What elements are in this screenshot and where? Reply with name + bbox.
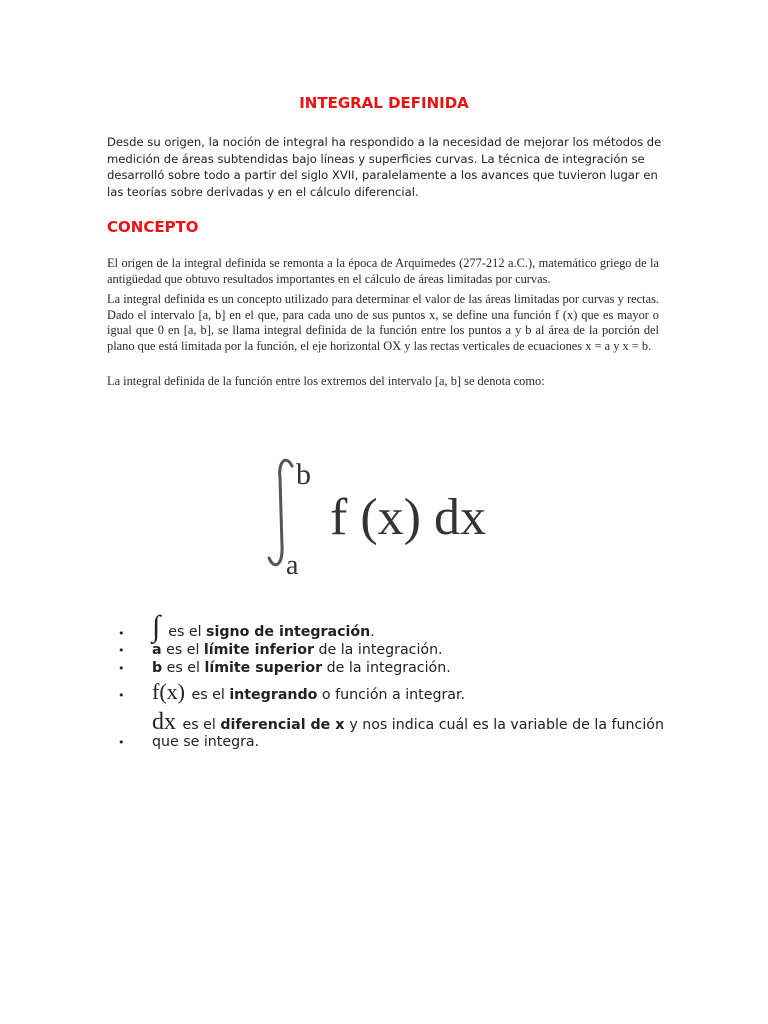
integrand-expression: f (x) dx (330, 489, 486, 546)
upper-limit: b (296, 458, 311, 491)
notation-list (108, 612, 668, 752)
list-item: • a es el límite inferior de la integración. (108, 642, 668, 660)
lower-limit: a (286, 550, 299, 580)
concept-paragraph-origin: El origen de la integral definida se remonta a la época de Arquímedes (277-212 a.C.), matemático griego de la antigüedad que obtuvo resultados importantes en el cálculo de áreas limitadas por curvas. (107, 256, 659, 286)
intro-paragraph: Desde su origen, la noción de integral ha respondido a la necesidad de mejorar los métodos de medición de áreas subtendidas bajo líneas y superficies curvas. La técnica de integración se desarrolló sobre todo a partir del siglo XVII, paralelamente a los avances que tuvieron lugar en las teorías sobre derivadas y en el cálculo diferencial. (107, 135, 662, 199)
page-title: INTEGRAL DEFINIDA (299, 94, 469, 112)
list-item: • f(x) es el integrando o función a integrar. (108, 680, 668, 705)
integral-sign-symbol: ∫ (152, 610, 161, 643)
list-item: • b es el límite superior de la integración. (108, 660, 668, 678)
section-heading-concepto: CONCEPTO (107, 218, 199, 236)
list-item: • dx es el diferencial de x y nos indica cuál es la variable de la función que se integra. (108, 711, 668, 752)
function-symbol: f(x) (152, 679, 185, 704)
list-item: • ∫ es el signo de integración. (108, 612, 668, 642)
concept-paragraph-definition: La integral definida es un concepto utilizado para determinar el valor de las áreas limitadas por curvas y rectas. Dado el intervalo [a, b] en el que, para cada uno de sus puntos x, se define una función f (x) que es mayor o igual que 0 en [a, b], se llama integral definida de la función entre los puntos a y b al área de la porción del plano que está limitada por la función, el eje horizontal OX y las rectas verticales de ecuaciones x = a y x = b. (107, 292, 659, 353)
concept-paragraph-notation: La integral definida de la función entre los extremos del intervalo [a, b] se denota como: (107, 374, 545, 388)
differential-symbol: dx (152, 708, 176, 735)
integral-formula-image (256, 448, 540, 580)
